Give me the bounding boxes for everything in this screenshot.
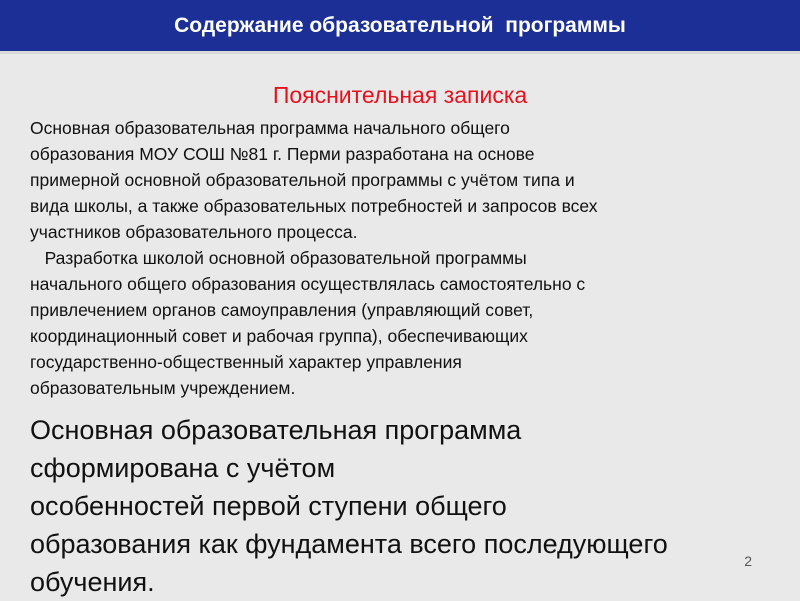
text-line: Разработка школой основной образовательной программы	[30, 248, 527, 268]
text-line: образовательным учреждением.	[30, 378, 296, 398]
text-line: примерной основной образовательной программы с учётом типа и	[30, 170, 575, 190]
slide-title: Содержание образовательной программы	[174, 13, 626, 37]
statement-line: Основная образовательная программа	[30, 415, 522, 445]
page-number: 2	[744, 553, 752, 569]
text-line: начального общего образования осуществлялась самостоятельно с	[30, 274, 586, 294]
text-line: Основная образовательная программа начального общего	[30, 118, 510, 138]
text-line: координационный совет и рабочая группа), обеспечивающих	[30, 326, 528, 346]
paragraph-intro	[30, 115, 780, 245]
text-line: государственно-общественный характер управления	[30, 352, 462, 372]
paragraph-development	[30, 245, 780, 401]
statement-line: сформирована с учётом	[30, 453, 336, 483]
statement-line: особенностей первой ступени общего	[30, 491, 507, 521]
text-line: вида школы, а также образовательных потребностей и запросов всех	[30, 196, 598, 216]
statement-line: обучения.	[30, 567, 155, 597]
key-statement	[30, 411, 790, 601]
text-line: участников образовательного процесса.	[30, 222, 358, 242]
text-line: привлечением органов самоуправления (управляющий совет,	[30, 300, 534, 320]
text-line: образования МОУ СОШ №81 г. Перми разработана на основе	[30, 144, 535, 164]
statement-line: образования как фундамента всего последующего	[30, 529, 668, 559]
section-subtitle: Пояснительная записка	[272, 82, 528, 108]
slide-header	[0, 0, 800, 54]
